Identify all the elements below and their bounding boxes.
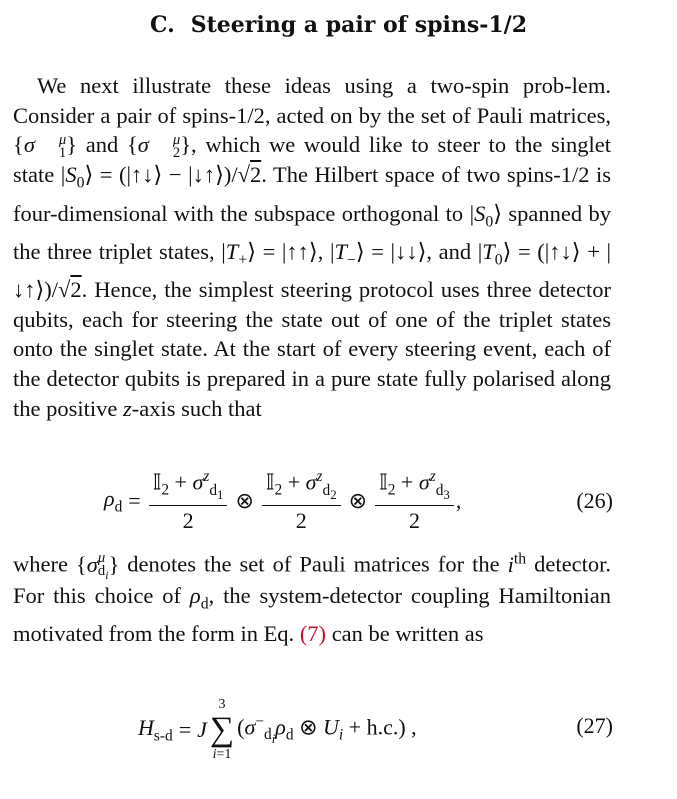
paragraph-2 (13, 544, 611, 649)
text-run: , the system-detector coupling Hamiltonian motivated from the form in Eq. (13, 583, 611, 647)
eq-ref-7[interactable]: (7) (299, 621, 327, 647)
text-run: , and (426, 238, 478, 264)
rho-d: $\rho_d$ (104, 485, 123, 516)
text-run: -axis such that (131, 395, 262, 421)
paragraph-1 (13, 71, 611, 424)
coupling-j: J (197, 717, 207, 742)
equation-27-body: $H_{s-d}$ = J 3 ∑ i=1 ($\sigma^-_{d_i}\rho_d$ ⊗ $U_i + h.c$.) , (138, 697, 417, 762)
text-run: , which we would like to steer to the singlet state (13, 132, 611, 188)
math-singlet: $|S_0⟩$ (469, 200, 502, 231)
math-triplet-plus: $|T_+⟩$ = |↑↑⟩ (221, 238, 318, 269)
fraction-1: $\frac{𝕀_2 + \sigma^z_{d_1}}{2}$ (149, 468, 228, 534)
text-run: denotes the set of Pauli matrices for the (119, 551, 508, 577)
text-run: . Hence, the simplest steering protocol uses three detector qubits, each for steering the state out of one of the triplet states onto the singlet state. At the start of every steering event, each of the detector qubits is prepared in a pure state fully polarised along the positive (13, 277, 611, 421)
equation-number-26: (26) (576, 488, 613, 513)
text-run: can be written as (326, 621, 484, 647)
fraction-3: $\frac{𝕀_2 + \sigma^z_{d_3}}{2}$ (375, 468, 454, 534)
math-singlet-def: $|S_0⟩$ = (|↑↓⟩ − |↓↑⟩)/√2 (60, 162, 262, 192)
sum-sign: 3 ∑ i=1 (209, 697, 235, 762)
text-run: detector. For this choice of (13, 551, 611, 609)
fraction-2: $\frac{𝕀_2 + \sigma^z_{d_2}}{2}$ (262, 468, 341, 534)
math-sigma2-set: {σ μ 2 } (126, 132, 192, 162)
hamiltonian-h-sd: $H_{s-d}$ (138, 714, 173, 745)
math-rho-d: $\rho_d$ (189, 583, 209, 613)
text-run: and (77, 132, 127, 158)
math-sigma-di-set: {σ μ $d_i$ } (75, 549, 120, 582)
math-i-th: $i^{th}$ (507, 550, 527, 577)
section-number: C. (149, 12, 175, 38)
text-run: spanned by the three triplet states, (13, 200, 611, 264)
math-triplet-zero: $|T_0⟩$ = (|↑↓⟩ + |↓↑⟩)/√2 (13, 238, 612, 303)
equation-26 (0, 466, 677, 536)
math-sigma1-set: {σ μ 1 } (13, 132, 78, 162)
equation-27 (0, 685, 677, 775)
text-run: . The Hilbert space of two spins-1/2 is four-dimensional with the subspace orthogonal to (13, 162, 612, 226)
math-z: z (122, 395, 132, 421)
math-triplet-minus: $|T_-⟩$ = |↓↓⟩ (329, 238, 427, 269)
equation-number-27: (27) (576, 713, 613, 738)
sum-term: ($\sigma^-_{d_i}\rho_d$ ⊗ $U_i + h.c$.) , (237, 712, 417, 747)
text-run: We next illustrate these ideas using a two-spin prob-lem. Consider a pair of spins-1/2, acted on by the set of Pauli matrices, (13, 73, 611, 128)
equation-26-body: $\rho_d$ = $\frac{𝕀_2 + \sigma^z_{d_1}}{2}$ ⊗ $\frac{𝕀_2 + \sigma^z_{d_2}}{2}$ ⊗ $\frac{𝕀_2 + \sigma^z_{d_3}}{2}$ , (104, 468, 462, 533)
section-heading (0, 12, 677, 38)
text-run: , (317, 238, 330, 264)
text-run: where (13, 551, 76, 577)
section-title: Steering a pair of spins-1/2 (190, 12, 528, 38)
